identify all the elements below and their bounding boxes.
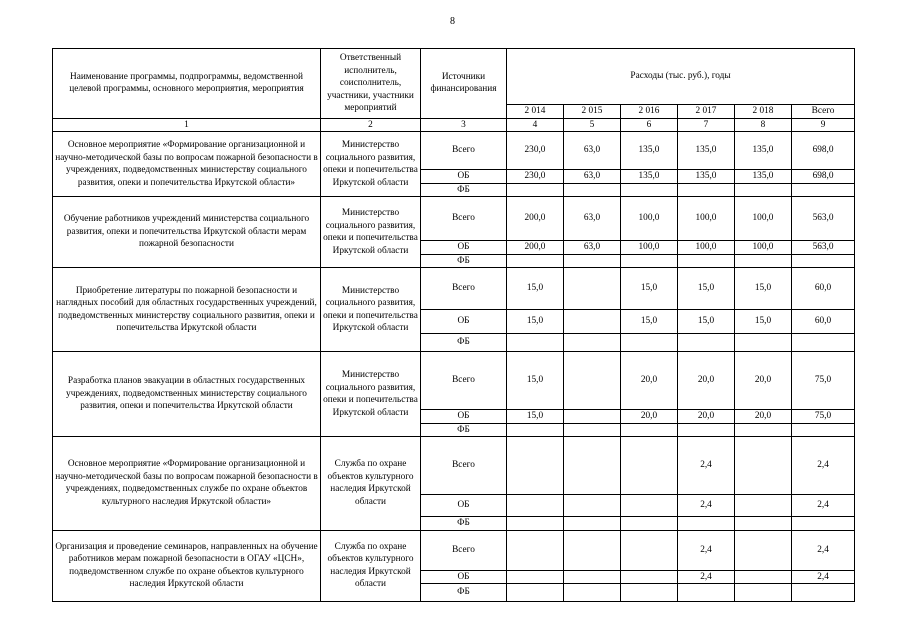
- year-value: 200,0: [507, 241, 564, 255]
- year-value: [507, 495, 564, 517]
- year-value: [678, 334, 735, 352]
- year-value: 20,0: [735, 352, 792, 410]
- year-value: 230,0: [507, 132, 564, 170]
- year-value: [678, 254, 735, 268]
- table-row: [53, 268, 855, 310]
- total-value: 60,0: [792, 310, 855, 334]
- table-row: [53, 530, 855, 570]
- total-value: [792, 183, 855, 197]
- year-value: [678, 584, 735, 602]
- year-value: [507, 423, 564, 437]
- year-value: 15,0: [621, 268, 678, 310]
- year-value: 20,0: [735, 410, 792, 424]
- table-row: [53, 197, 855, 241]
- column-number: 9: [792, 118, 855, 132]
- year-value: 15,0: [507, 268, 564, 310]
- year-value: [507, 254, 564, 268]
- year-value: [678, 517, 735, 531]
- year-value: [564, 495, 621, 517]
- year-value: [621, 334, 678, 352]
- header-year: 2 015: [564, 105, 621, 119]
- total-value: [792, 334, 855, 352]
- year-value: [507, 437, 564, 495]
- year-value: [735, 584, 792, 602]
- responsible-executor: Министерство социального развития, опеки и попечительства Иркутской области: [321, 268, 421, 352]
- year-value: [621, 584, 678, 602]
- activity-name: Основное мероприятие «Формирование организационной и научно-методической базы по вопросам пожарной безопасности в учреждениях, подведомственных службе по охране объектов культурного наследия Иркутской области»: [53, 437, 321, 531]
- year-value: [735, 437, 792, 495]
- year-value: [507, 183, 564, 197]
- total-value: 698,0: [792, 170, 855, 184]
- year-value: [564, 254, 621, 268]
- year-value: 100,0: [735, 197, 792, 241]
- funding-source: ОБ: [421, 495, 507, 517]
- year-value: [507, 584, 564, 602]
- year-value: 2,4: [678, 495, 735, 517]
- total-value: 75,0: [792, 352, 855, 410]
- activity-name: Основное мероприятие «Формирование организационной и научно-методической базы по вопросам пожарной безопасности в учреждениях, подведомственных министерству социального развития, опеки и попечительства Иркутской области»: [53, 132, 321, 197]
- header-name: Наименование программы, подпрограммы, ведомственной целевой программы, основного мероприятия, мероприятия: [53, 49, 321, 119]
- year-value: 2,4: [678, 437, 735, 495]
- year-value: [621, 530, 678, 570]
- header-responsible: Ответственный исполнитель, соисполнитель, участники, участники мероприятий: [321, 49, 421, 119]
- funding-source: ФБ: [421, 584, 507, 602]
- year-value: 200,0: [507, 197, 564, 241]
- table-row: [53, 437, 855, 495]
- header-total: Всего: [792, 105, 855, 119]
- year-value: 15,0: [735, 268, 792, 310]
- year-value: [564, 437, 621, 495]
- year-value: 20,0: [678, 352, 735, 410]
- funding-source: Всего: [421, 197, 507, 241]
- year-value: 100,0: [678, 197, 735, 241]
- year-value: 15,0: [621, 310, 678, 334]
- funding-source: ОБ: [421, 170, 507, 184]
- header-expenses: Расходы (тыс. руб.), годы: [507, 49, 855, 105]
- funding-source: ФБ: [421, 423, 507, 437]
- column-number: 1: [53, 118, 321, 132]
- total-value: 2,4: [792, 495, 855, 517]
- year-value: 2,4: [678, 530, 735, 570]
- year-value: [564, 570, 621, 584]
- year-value: 20,0: [678, 410, 735, 424]
- year-value: [678, 183, 735, 197]
- total-value: 698,0: [792, 132, 855, 170]
- total-value: [792, 517, 855, 531]
- funding-source: ОБ: [421, 570, 507, 584]
- year-value: [735, 183, 792, 197]
- funding-source: ФБ: [421, 334, 507, 352]
- total-value: 563,0: [792, 197, 855, 241]
- year-value: 15,0: [507, 410, 564, 424]
- total-value: 60,0: [792, 268, 855, 310]
- year-value: [564, 352, 621, 410]
- year-value: [564, 310, 621, 334]
- year-value: [735, 423, 792, 437]
- year-value: 15,0: [678, 310, 735, 334]
- responsible-executor: Министерство социального развития, опеки и попечительства Иркутской области: [321, 132, 421, 197]
- responsible-executor: Министерство социального развития, опеки и попечительства Иркутской области: [321, 197, 421, 268]
- table-row: [53, 352, 855, 410]
- header-year: 2 014: [507, 105, 564, 119]
- year-value: [507, 334, 564, 352]
- header-year: 2 018: [735, 105, 792, 119]
- year-value: 135,0: [621, 170, 678, 184]
- year-value: [621, 437, 678, 495]
- year-value: [735, 334, 792, 352]
- funding-source: Всего: [421, 437, 507, 495]
- activity-name: Разработка планов эвакуации в областных государственных учреждениях, подведомственных министерству социального развития, опеки и попечительства Иркутской области: [53, 352, 321, 437]
- year-value: 135,0: [678, 170, 735, 184]
- budget-table: [52, 48, 855, 602]
- year-value: [621, 495, 678, 517]
- year-value: 63,0: [564, 197, 621, 241]
- total-value: 2,4: [792, 437, 855, 495]
- column-number: 2: [321, 118, 421, 132]
- year-value: 63,0: [564, 132, 621, 170]
- year-value: 20,0: [621, 410, 678, 424]
- column-number: 4: [507, 118, 564, 132]
- year-value: [507, 530, 564, 570]
- funding-source: Всего: [421, 268, 507, 310]
- activity-name: Приобретение литературы по пожарной безопасности и наглядных пособий для областных государственных учреждений, подведомственных министерству социального развития, опеки и попечительства Иркутской области: [53, 268, 321, 352]
- year-value: [564, 183, 621, 197]
- year-value: 63,0: [564, 241, 621, 255]
- total-value: [792, 254, 855, 268]
- year-value: [507, 570, 564, 584]
- funding-source: ОБ: [421, 241, 507, 255]
- column-number: 8: [735, 118, 792, 132]
- year-value: [564, 517, 621, 531]
- funding-source: Всего: [421, 132, 507, 170]
- year-value: [564, 334, 621, 352]
- total-value: [792, 423, 855, 437]
- funding-source: ФБ: [421, 183, 507, 197]
- year-value: [564, 410, 621, 424]
- column-number: 6: [621, 118, 678, 132]
- table-row: [53, 132, 855, 170]
- year-value: 100,0: [735, 241, 792, 255]
- year-value: 15,0: [507, 352, 564, 410]
- year-value: 2,4: [678, 570, 735, 584]
- column-number: 7: [678, 118, 735, 132]
- year-value: [735, 530, 792, 570]
- activity-name: Обучение работников учреждений министерства социального развития, опеки и попечительства Иркутской области мерам пожарной безопасности: [53, 197, 321, 268]
- year-value: [735, 495, 792, 517]
- year-value: [621, 183, 678, 197]
- responsible-executor: Служба по охране объектов культурного наследия Иркутской области: [321, 437, 421, 531]
- year-value: [564, 423, 621, 437]
- year-value: [564, 268, 621, 310]
- page-number: 8: [450, 16, 455, 27]
- year-value: [735, 517, 792, 531]
- year-value: 20,0: [621, 352, 678, 410]
- responsible-executor: Служба по охране объектов культурного наследия Иркутской области: [321, 530, 421, 602]
- year-value: 135,0: [735, 132, 792, 170]
- funding-source: ОБ: [421, 410, 507, 424]
- year-value: 100,0: [621, 241, 678, 255]
- total-value: 75,0: [792, 410, 855, 424]
- year-value: [678, 423, 735, 437]
- year-value: [564, 584, 621, 602]
- header-year: 2 017: [678, 105, 735, 119]
- year-value: 15,0: [507, 310, 564, 334]
- year-value: 135,0: [621, 132, 678, 170]
- year-value: 100,0: [678, 241, 735, 255]
- year-value: [621, 254, 678, 268]
- year-value: 135,0: [678, 132, 735, 170]
- funding-source: Всего: [421, 352, 507, 410]
- year-value: [507, 517, 564, 531]
- total-value: 2,4: [792, 570, 855, 584]
- year-value: 15,0: [678, 268, 735, 310]
- year-value: 15,0: [735, 310, 792, 334]
- funding-source: Всего: [421, 530, 507, 570]
- column-number: 5: [564, 118, 621, 132]
- year-value: [621, 517, 678, 531]
- funding-source: ОБ: [421, 310, 507, 334]
- column-number: 3: [421, 118, 507, 132]
- total-value: [792, 584, 855, 602]
- year-value: 135,0: [735, 170, 792, 184]
- funding-source: ФБ: [421, 517, 507, 531]
- year-value: [621, 423, 678, 437]
- year-value: [735, 254, 792, 268]
- year-value: [735, 570, 792, 584]
- responsible-executor: Министерство социального развития, опеки и попечительства Иркутской области: [321, 352, 421, 437]
- header-source: Источники финансирования: [421, 49, 507, 119]
- year-value: [621, 570, 678, 584]
- year-value: [564, 530, 621, 570]
- header-year: 2 016: [621, 105, 678, 119]
- total-value: 2,4: [792, 530, 855, 570]
- activity-name: Организация и проведение семинаров, направленных на обучение работников мерам пожарной безопасности в ОГАУ «ЦСН», подведомственном службе по охране объектов культурного наследия Иркутской области: [53, 530, 321, 602]
- total-value: 563,0: [792, 241, 855, 255]
- year-value: 230,0: [507, 170, 564, 184]
- year-value: 100,0: [621, 197, 678, 241]
- funding-source: ФБ: [421, 254, 507, 268]
- year-value: 63,0: [564, 170, 621, 184]
